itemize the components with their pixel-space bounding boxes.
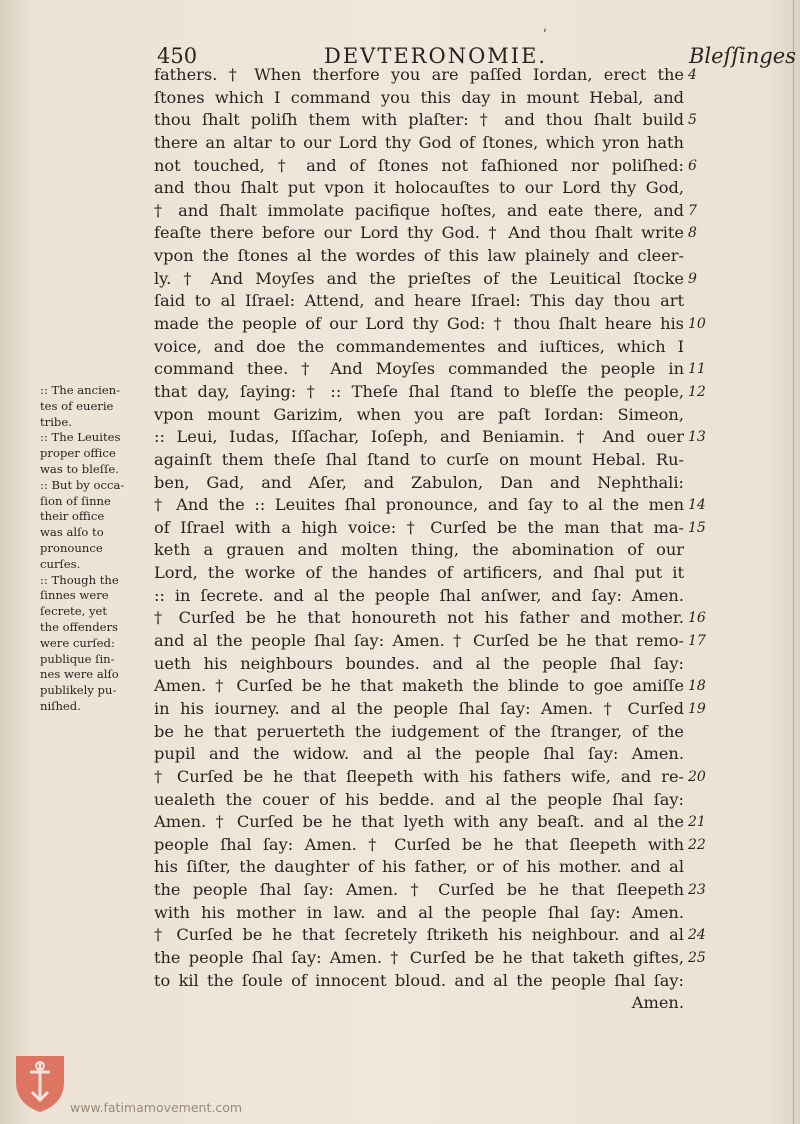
footer-url[interactable]: www.fatimamovement.com [70,1100,243,1115]
text-line: feaſte there before our Lord thy God. † And thou ſhalt write [154,223,684,243]
page-edge-rule [793,0,794,1124]
margin-note-line: :: But by occa- [40,477,125,492]
verse-number [688,245,718,268]
text-line: † Curſed be he that ſecretely ſtriketh his neighbour. and al [154,925,684,945]
verse-number: 24 [688,927,706,944]
verse-number [688,970,718,993]
text-line: and al the people ſhal ſay: Amen. † Curſed be he that remo- [154,631,684,651]
margin-note-line: niſhed. [40,698,81,713]
text-line: in his iourney. and al the people ſhal ſay: Amen. † Curſed [154,698,684,718]
verse-number: 23 [688,882,706,899]
verse-number [688,449,718,472]
text-line: Lord, the worke of the handes of artificers, and ſhal put it [154,563,684,583]
text-line: † And the :: Leuites ſhal pronounce, and ſay to al the men [154,495,684,515]
text-line: vpon the ſtones al the wordes of this law plainely and cleer- [154,246,684,266]
margin-note-line: ſinnes were [40,588,109,603]
text-line: fathers. † When therfore you are paſſed Iordan, erect the [154,65,684,84]
text-line: that day, ſaying: † :: Theſe ſhal ſtand to bleſſe the people, [154,381,684,401]
margin-note-line: pronounce [40,540,103,555]
verse-number: 11 [688,361,706,378]
text-line: ſtones which I command you this day in mount Hebal, and [154,87,684,107]
verse-number [688,585,718,608]
margin-note-line: ſecrete, yet [40,604,108,619]
text-line: not touched, † and of ſtones not faſhioned nor poliſhed: [154,155,684,175]
verse-number [688,336,718,359]
text-line: :: in ſecrete. and al the people ſhal anſwer, and ſay: Amen. [154,585,684,605]
text-line: be he that peruerteth the iudgement of the ſtranger, of the [154,721,684,741]
margin-note-line: publikely pu- [40,683,117,698]
verse-number: 12 [688,383,706,400]
text-line: ſaid to al Iſrael: Attend, and heare Iſrael: This day thou art [154,291,684,311]
margin-note-line: curſes. [40,556,81,571]
verse-number [688,743,718,766]
text-line: † and ſhalt immolate pacifique hoſtes, and eate there, and [154,200,684,220]
text-line: ueth his neighbours boundes. and al the people ſhal ſay: [154,653,684,673]
text-line: people ſhal ſay: Amen. † Curſed be he that ſleepeth with [154,834,684,854]
text-line: vpon mount Garizim, when you are paſt Iordan: Simeon, [154,404,684,424]
running-title: DEVTERONOMIE. [324,44,548,68]
text-line: of Iſrael with a high voice: † Curſed be the man that ma- [154,517,684,537]
verse-number [688,87,718,110]
margin-notes [40,383,150,715]
margin-note-line: the offenders [40,619,118,634]
print-mark: ʹ [543,28,547,44]
verse-number [688,789,718,812]
verse-number [688,653,718,676]
verse-number: 14 [688,497,706,514]
text-line: ben, Gad, and Aſer, and Zabulon, Dan and Nephthali: [154,472,684,492]
verse-numbers [688,64,718,1015]
verse-number: 19 [688,700,706,717]
text-line: to kil the ſoule of innocent bloud. and al the people ſhal ſay: [154,970,684,990]
margin-note-line: nes were alſo [40,667,119,682]
verse-number [688,404,718,427]
text-line: there an altar to our Lord thy God of ſtones, which yron hath [154,132,684,152]
verse-number: 20 [688,768,706,785]
text-line: the people ſhal ſay: Amen. † Curſed be he that taketh giftes, [154,947,684,967]
text-line: Amen. † Curſed be he that lyeth with any beaſt. and al the [154,812,684,832]
margin-note-line: their office [40,509,105,524]
coat-of-arms-icon [12,1052,68,1114]
margin-note-line: tes of euerie [40,398,114,413]
verse-number: 4 [688,67,697,83]
verse-number: 7 [688,202,697,219]
margin-note-line: tribe. [40,414,72,429]
body-text [154,64,684,1015]
text-line: ly. † And Moyſes and the prieſtes of the Leuitical ſtocke [154,268,684,288]
verse-number [688,539,718,562]
text-line: and thou ſhalt put vpon it holocauſtes to our Lord thy God, [154,178,684,198]
verse-number: 5 [688,112,697,129]
page-number: 450 [157,44,198,68]
verse-number [688,721,718,744]
verse-number [688,902,718,925]
text-line: † Curſed be he that ſleepeth with his fathers wife, and re- [154,766,684,786]
margin-note-line: were curſed: [40,635,115,650]
verse-number: 13 [688,429,706,446]
verse-number [688,290,718,313]
verse-number: 17 [688,633,706,650]
verse-number: 6 [688,157,697,174]
verse-number [688,472,718,495]
verse-number [688,562,718,585]
margin-note-line: ſion of ſinne [40,493,111,508]
text-line: uealeth the couer of his bedde. and al the people ſhal ſay: [154,789,684,809]
text-line: command thee. † And Moyſes commanded the people in [154,359,684,379]
running-head: Bleſſinges [689,44,797,68]
verse-number: 8 [688,225,697,242]
text-line: with his mother in law. and al the people ſhal ſay: Amen. [154,902,684,922]
verse-number: 18 [688,678,706,695]
text-line: :: Leui, Iudas, Iſſachar, Ioſeph, and Beniamin. † And ouer [154,427,684,447]
margin-note-line: :: The ancien- [40,383,121,397]
verse-number: 10 [688,316,706,333]
margin-note-line: publique ſin- [40,651,115,666]
verse-number [688,177,718,200]
verse-number: 21 [688,814,706,831]
verse-number: 25 [688,949,706,966]
verse-number: 16 [688,610,706,627]
verse-number [688,992,718,1015]
verse-number [688,132,718,155]
text-line: Amen. [631,993,684,1013]
text-line: Amen. † Curſed be he that maketh the blinde to goe amiſſe [154,676,684,696]
text-line: † Curſed be he that honoureth not his father and mother. [154,608,684,628]
verse-number: 22 [688,836,706,853]
text-line: the people ſhal ſay: Amen. † Curſed be he that ſleepeth [154,880,684,900]
verse-number: 15 [688,519,706,536]
margin-note-line: was alſo to [40,525,104,540]
verse-number: 9 [688,270,697,287]
margin-note-line: was to bleſſe. [40,461,119,476]
text-line: thou ſhalt poliſh them with plaſter: † and thou ſhalt build [154,110,684,130]
text-line: againſt them theſe ſhal ſtand to curſe on mount Hebal. Ru- [154,449,684,469]
text-line: pupil and the widow. and al the people ſhal ſay: Amen. [154,744,684,764]
margin-note-line: :: Though the [40,572,119,587]
text-line: voice, and doe the commandementes and iuſtices, which I [154,336,684,356]
verse-number [688,856,718,879]
text-line: his ſiſter, the daughter of his father, or of his mother. and al [154,857,684,877]
text-line: keth a grauen and molten thing, the abomination of our [154,540,684,560]
margin-note-line: proper office [40,446,116,461]
text-line: made the people of our Lord thy God: † thou ſhalt heare his [154,314,684,334]
margin-note-line: :: The Leuites [40,430,121,445]
